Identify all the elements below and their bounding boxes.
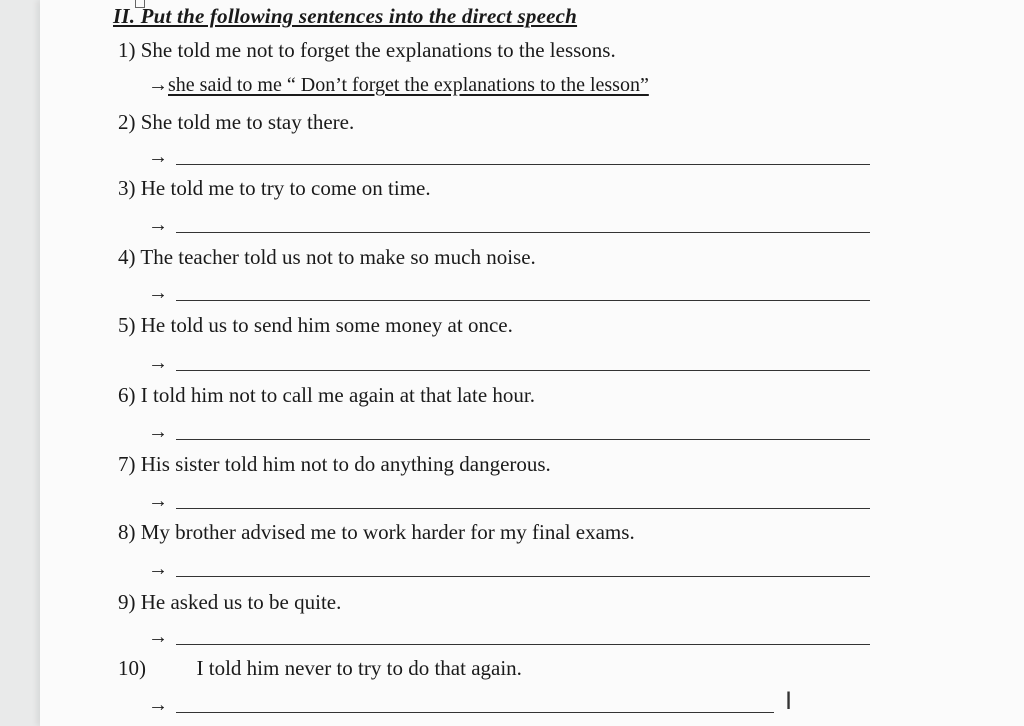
answer-line[interactable] — [176, 576, 870, 577]
arrow-icon: → — [148, 421, 168, 443]
answer-line[interactable] — [176, 370, 870, 371]
arrow-icon: → — [148, 214, 168, 236]
list-item: 10) I told him never to try to do that again. — [118, 656, 522, 680]
arrow-icon: → — [148, 558, 168, 580]
sentence-text: I told him not to call me again at that late hour. — [140, 383, 535, 407]
list-item: 2) She told me to stay there. — [118, 110, 355, 134]
list-item: 1) She told me not to forget the explanations to the lessons. — [118, 38, 616, 62]
sentence-text: The teacher told us not to make so much noise. — [140, 245, 536, 269]
answer-line[interactable] — [176, 644, 870, 645]
text-cursor-icon: I — [785, 687, 793, 715]
list-item: 7) His sister told him not to do anything dangerous. — [118, 452, 551, 476]
sentence-text: She told me to stay there. — [140, 110, 355, 134]
sentence-text: He told us to send him some money at once. — [140, 313, 513, 337]
answer-line[interactable] — [176, 164, 870, 165]
arrow-icon: → — [148, 146, 168, 168]
sentence-text: His sister told him not to do anything dangerous. — [140, 452, 551, 476]
sentence-text: He told me to try to come on time. — [140, 176, 431, 200]
answer-line[interactable] — [176, 712, 774, 713]
list-item: 5) He told us to send him some money at once. — [118, 313, 513, 337]
list-item: 8) My brother advised me to work harder for my final exams. — [118, 520, 635, 544]
answer-line[interactable] — [176, 508, 870, 509]
arrow-icon: → — [148, 74, 168, 96]
sentence-text: She told me not to forget the explanations to the lessons. — [140, 38, 616, 62]
sentence-text: My brother advised me to work harder for my final exams. — [140, 520, 635, 544]
arrow-icon: → — [148, 352, 168, 374]
worksheet-page — [40, 0, 1024, 726]
list-item: 3) He told me to try to come on time. — [118, 176, 431, 200]
list-item: 6) I told him not to call me again at that late hour. — [118, 383, 535, 407]
sentence-text: He asked us to be quite. — [140, 590, 342, 614]
arrow-icon: → — [148, 282, 168, 304]
answer-line[interactable] — [176, 300, 870, 301]
arrow-icon: → — [148, 626, 168, 648]
list-item: 4) The teacher told us not to make so much noise. — [118, 245, 536, 269]
answer-line[interactable] — [176, 439, 870, 440]
answer-line[interactable] — [176, 232, 870, 233]
arrow-icon: → — [148, 694, 168, 716]
arrow-icon: → — [148, 490, 168, 512]
exercise-heading: II. Put the following sentences into the direct speech — [113, 4, 578, 28]
sentence-text: I told him never to try to do that again. — [196, 656, 522, 680]
example-answer: →she said to me “ Don’t forget the explanations to the lesson” — [148, 74, 649, 96]
list-item: 9) He asked us to be quite. — [118, 590, 342, 614]
